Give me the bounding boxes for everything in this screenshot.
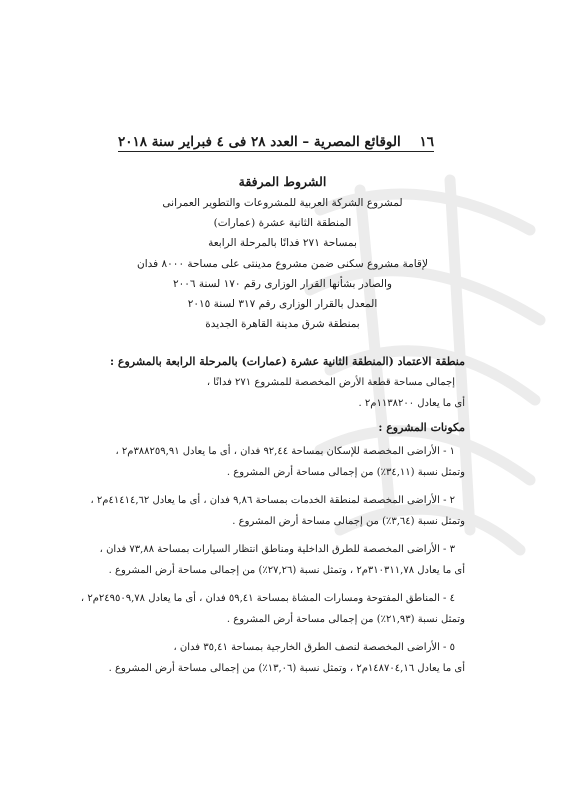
subtitle-line: لإقامة مشروع سكنى ضمن مشروع مدينتى على مساحة ٨٠٠٠ فدان (137, 257, 428, 270)
subtitle-line: بمنطقة شرق مدينة القاهرة الجديدة (205, 318, 360, 331)
list-item-line: ٥ - الأراضى المخصصة لنصف الطرق الخارجية بمساحة ٣٥,٤١ فدان ، (173, 642, 455, 653)
list-item-line: أى ما يعادل ١٤٨٧٠٤,١٦م٢ ، وتمثل نسبة (١٣,٠٦٪) من إجمالى مساحة أرض المشروع . (108, 662, 465, 674)
paragraph-line: إجمالى مساحة قطعة الأرض المخصصة للمشروع ٢٧١ فدانًا ، (206, 377, 455, 388)
project-components-list (80, 442, 465, 679)
section-approval-zone-body (100, 373, 465, 414)
running-title: الوقائع المصرية – العدد ٢٨ فى ٤ فبراير سنة ٢٠١٨ (118, 134, 401, 150)
subtitle-line: المعدل بالقرار الوزارى رقم ٣١٧ لسنة ٢٠١٥ (187, 298, 378, 311)
list-item-line: وتمثل نسبة (٢١,٩٣٪) من إجمالى مساحة أرض المشروع . (226, 613, 465, 625)
header-rule (118, 151, 434, 152)
subtitle-block (100, 193, 465, 334)
subtitle-line: لمشروع الشركة العربية للمشروعات والتطوير العمرانى (162, 197, 403, 209)
list-item-line: أى ما يعادل ٣١٠٣١١,٧٨م٢ ، وتمثل نسبة (٢٧,٢٦٪) من إجمالى مساحة أرض المشروع . (108, 564, 465, 576)
list-item-line: وتمثل نسبة (٣,٦٤٪) من إجمالى مساحة أرض المشروع . (232, 515, 465, 527)
document-title: الشروط المرفقة (238, 174, 327, 189)
list-item-line: ٤ - المناطق المفتوحة ومسارات المشاة بمساحة ٥٩,٤١ فدان ، أى ما يعادل ٢٤٩٥٠٩,٧٨م٢ ، (80, 593, 455, 604)
subtitle-line: بمساحة ٢٧١ فدانًا بالمرحلة الرابعة (208, 237, 357, 250)
paragraph-line: أى ما يعادل ١١٣٨٢٠٠م٢ . (358, 397, 465, 409)
page-number: ١٦ (419, 134, 434, 150)
subtitle-line: والصادر بشأنها القرار الوزارى رقم ١٧٠ لسنة ٢٠٠٦ (172, 277, 392, 290)
subtitle-line: المنطقة الثانية عشرة (عمارات) (213, 217, 352, 230)
list-item-line: ١ - الأراضى المخصصة للإسكان بمساحة ٩٢,٤٤ فدان ، أى ما يعادل ٣٨٨٢٥٩,٩١م٢ ، (115, 446, 455, 457)
running-header (118, 124, 434, 150)
section-heading-project-components: مكونات المشروع : (378, 421, 465, 434)
section-heading-approval-zone: منطقة الاعتماد (المنطقة الثانية عشرة (عمارات) بالمرحلة الرابعة بالمشروع : (109, 355, 465, 368)
list-item-line: وتمثل نسبة (٣٤,١١٪) من إجمالى مساحة أرض المشروع . (226, 466, 465, 478)
list-item-line: ٢ - الأراضى المخصصة لمنطقة الخدمات بمساحة ٩,٨٦ فدان ، أى ما يعادل ٤١٤١٤,٦٢م٢ ، (90, 495, 455, 506)
list-item-line: ٣ - الأراضى المخصصة للطرق الداخلية ومناطق انتظار السيارات بمساحة ٧٣,٨٨ فدان ، (99, 544, 455, 555)
